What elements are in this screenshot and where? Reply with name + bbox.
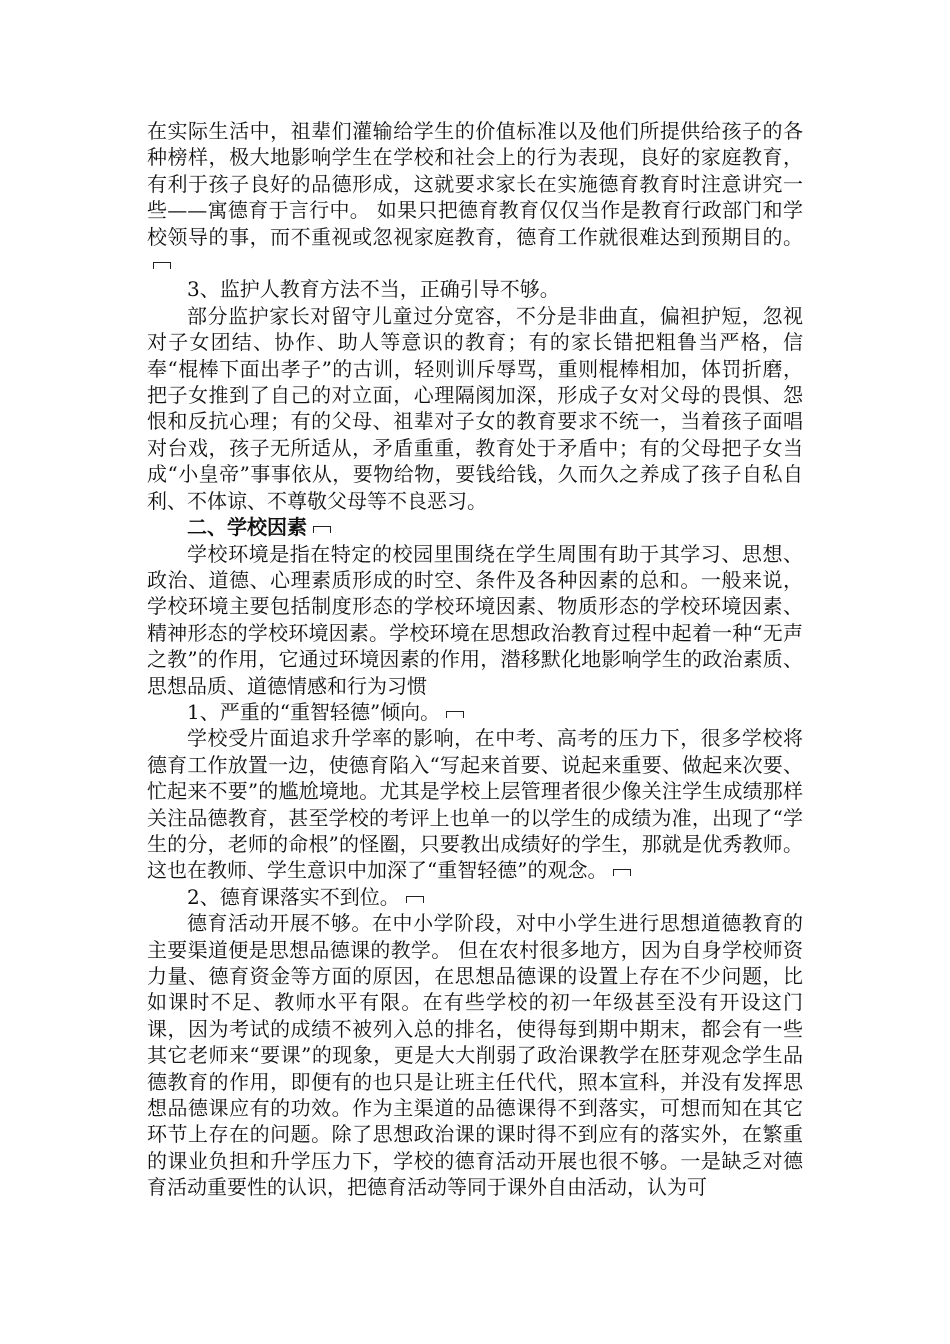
heading-text: 二、学校因素 [187, 515, 307, 540]
subheading-moral-class [147, 884, 803, 910]
paragraph-text: 学校受片面追求升学率的影响，在中考、高考的压力下，很多学校将德育工作放置一边，使德育陷入“写起来首要、说起来重要、做起来次要、忙起来不要”的尴尬境地。尤其是学校上层管理者很少像关注学生成绩那样关注品德教育，甚至学校的考评上也单一的以学生的成绩为准，出现了“学生的分，老师的命根”的怪圈，只要教出成绩好的学生，那就是优秀教师。这也在教师、学生意识中加深了“重智轻德”的观念。 [147, 726, 803, 883]
edit-mark-icon [406, 896, 424, 903]
edit-mark-icon [313, 526, 331, 533]
paragraph-text: 在实际生活中，祖辈们灌输给学生的价值标准以及他们所提供给孩子的各种榜样，极大地影响学生在学校和社会上的行为表现，良好的家庭教育，有利于孩子良好的品德形成，这就要求家长在实施德育教育时注意讲究一些——寓德育于言行中。 如果只把德育教育仅仅当作是教育行政部门和学校领导的事，而不重视或忽视家庭教育，德育工作就很难达到预期目的。 [147, 119, 803, 249]
paragraph-family-education [147, 118, 803, 276]
section-heading-school-factors [147, 514, 803, 540]
paragraph-intellect-over-morality [147, 725, 803, 883]
paragraph-text: 2、德育课落实不到位。 [187, 884, 400, 909]
paragraph-text: 部分监护家长对留守儿童过分宽容，不分是非曲直，偏袒护短，忽视对子女团结、协作、助人等意识的教育；有的家长错把粗鲁当严格，信奉“棍棒下面出孝子”的古训，轻则训斥辱骂，重则棍棒相加，体罚折磨，把子女推到了自己的对立面，心理隔阂加深，形成子女对父母的畏惧、怨恨和反抗心理；有的父母、祖辈对子女的教育要求不统一，当着孩子面唱对台戏，孩子无所适从，矛盾重重，教育处于矛盾中；有的父母把子女当成“小皇帝”事事依从，要物给物，要钱给钱，久而久之养成了孩子自私自利、不体谅、不尊敬父母等不良恶习。 [147, 303, 803, 513]
paragraph-moral-activities [147, 910, 803, 1200]
subheading-guardian-methods [147, 276, 803, 302]
edit-mark-icon [153, 262, 171, 269]
paragraph-text: 3、监护人教育方法不当，正确引导不够。 [187, 277, 560, 302]
edit-mark-icon [446, 711, 464, 718]
paragraph-guardian-methods [147, 303, 803, 514]
document-page [147, 118, 803, 1201]
subheading-intellect-over-morality [147, 699, 803, 725]
paragraph-school-environment [147, 541, 803, 699]
paragraph-text: 德育活动开展不够。在中小学阶段，对中小学生进行思想道德教育的主要渠道便是思想品德课的教学。 但在农村很多地方，因为自身学校师资力量、德育资金等方面的原因，在思想品德课的设置上存在不少问题，比如课时不足、教师水平有限。在有些学校的初一年级甚至没有开设这门课，因为考试的成绩不被列入总的排名，使得每到期中期末，都会有一些其它老师来“要课”的现象，更是大大削弱了政治课教学在胚芽观念学生品德教育的作用，即便有的也只是让班主任代代，照本宣科，并没有发挥思想品德课应有的功效。作为主渠道的品德课得不到落实，可想而知在其它环节上存在的问题。除了思想政治课的课时得不到应有的落实外，在繁重的课业负担和升学压力下，学校的德育活动开展也很不够。一是缺乏对德育活动重要性的认识，把德育活动等同于课外自由活动，认为可 [147, 911, 803, 1200]
paragraph-text: 1、严重的“重智轻德”倾向。 [187, 699, 441, 724]
edit-mark-icon [613, 869, 631, 876]
paragraph-text: 学校环境是指在特定的校园里围绕在学生周围有助于其学习、思想、政治、道德、心理素质形成的时空、条件及各种因素的总和。一般来说，学校环境主要包括制度形态的学校环境因素、物质形态的学校环境因素、精神形态的学校环境因素。学校环境在思想政治教育过程中起着一种“无声之教”的作用，它通过环境因素的作用，潜移默化地影响学生的政治素质、思想品质、道德情感和行为习惯 [147, 541, 803, 698]
